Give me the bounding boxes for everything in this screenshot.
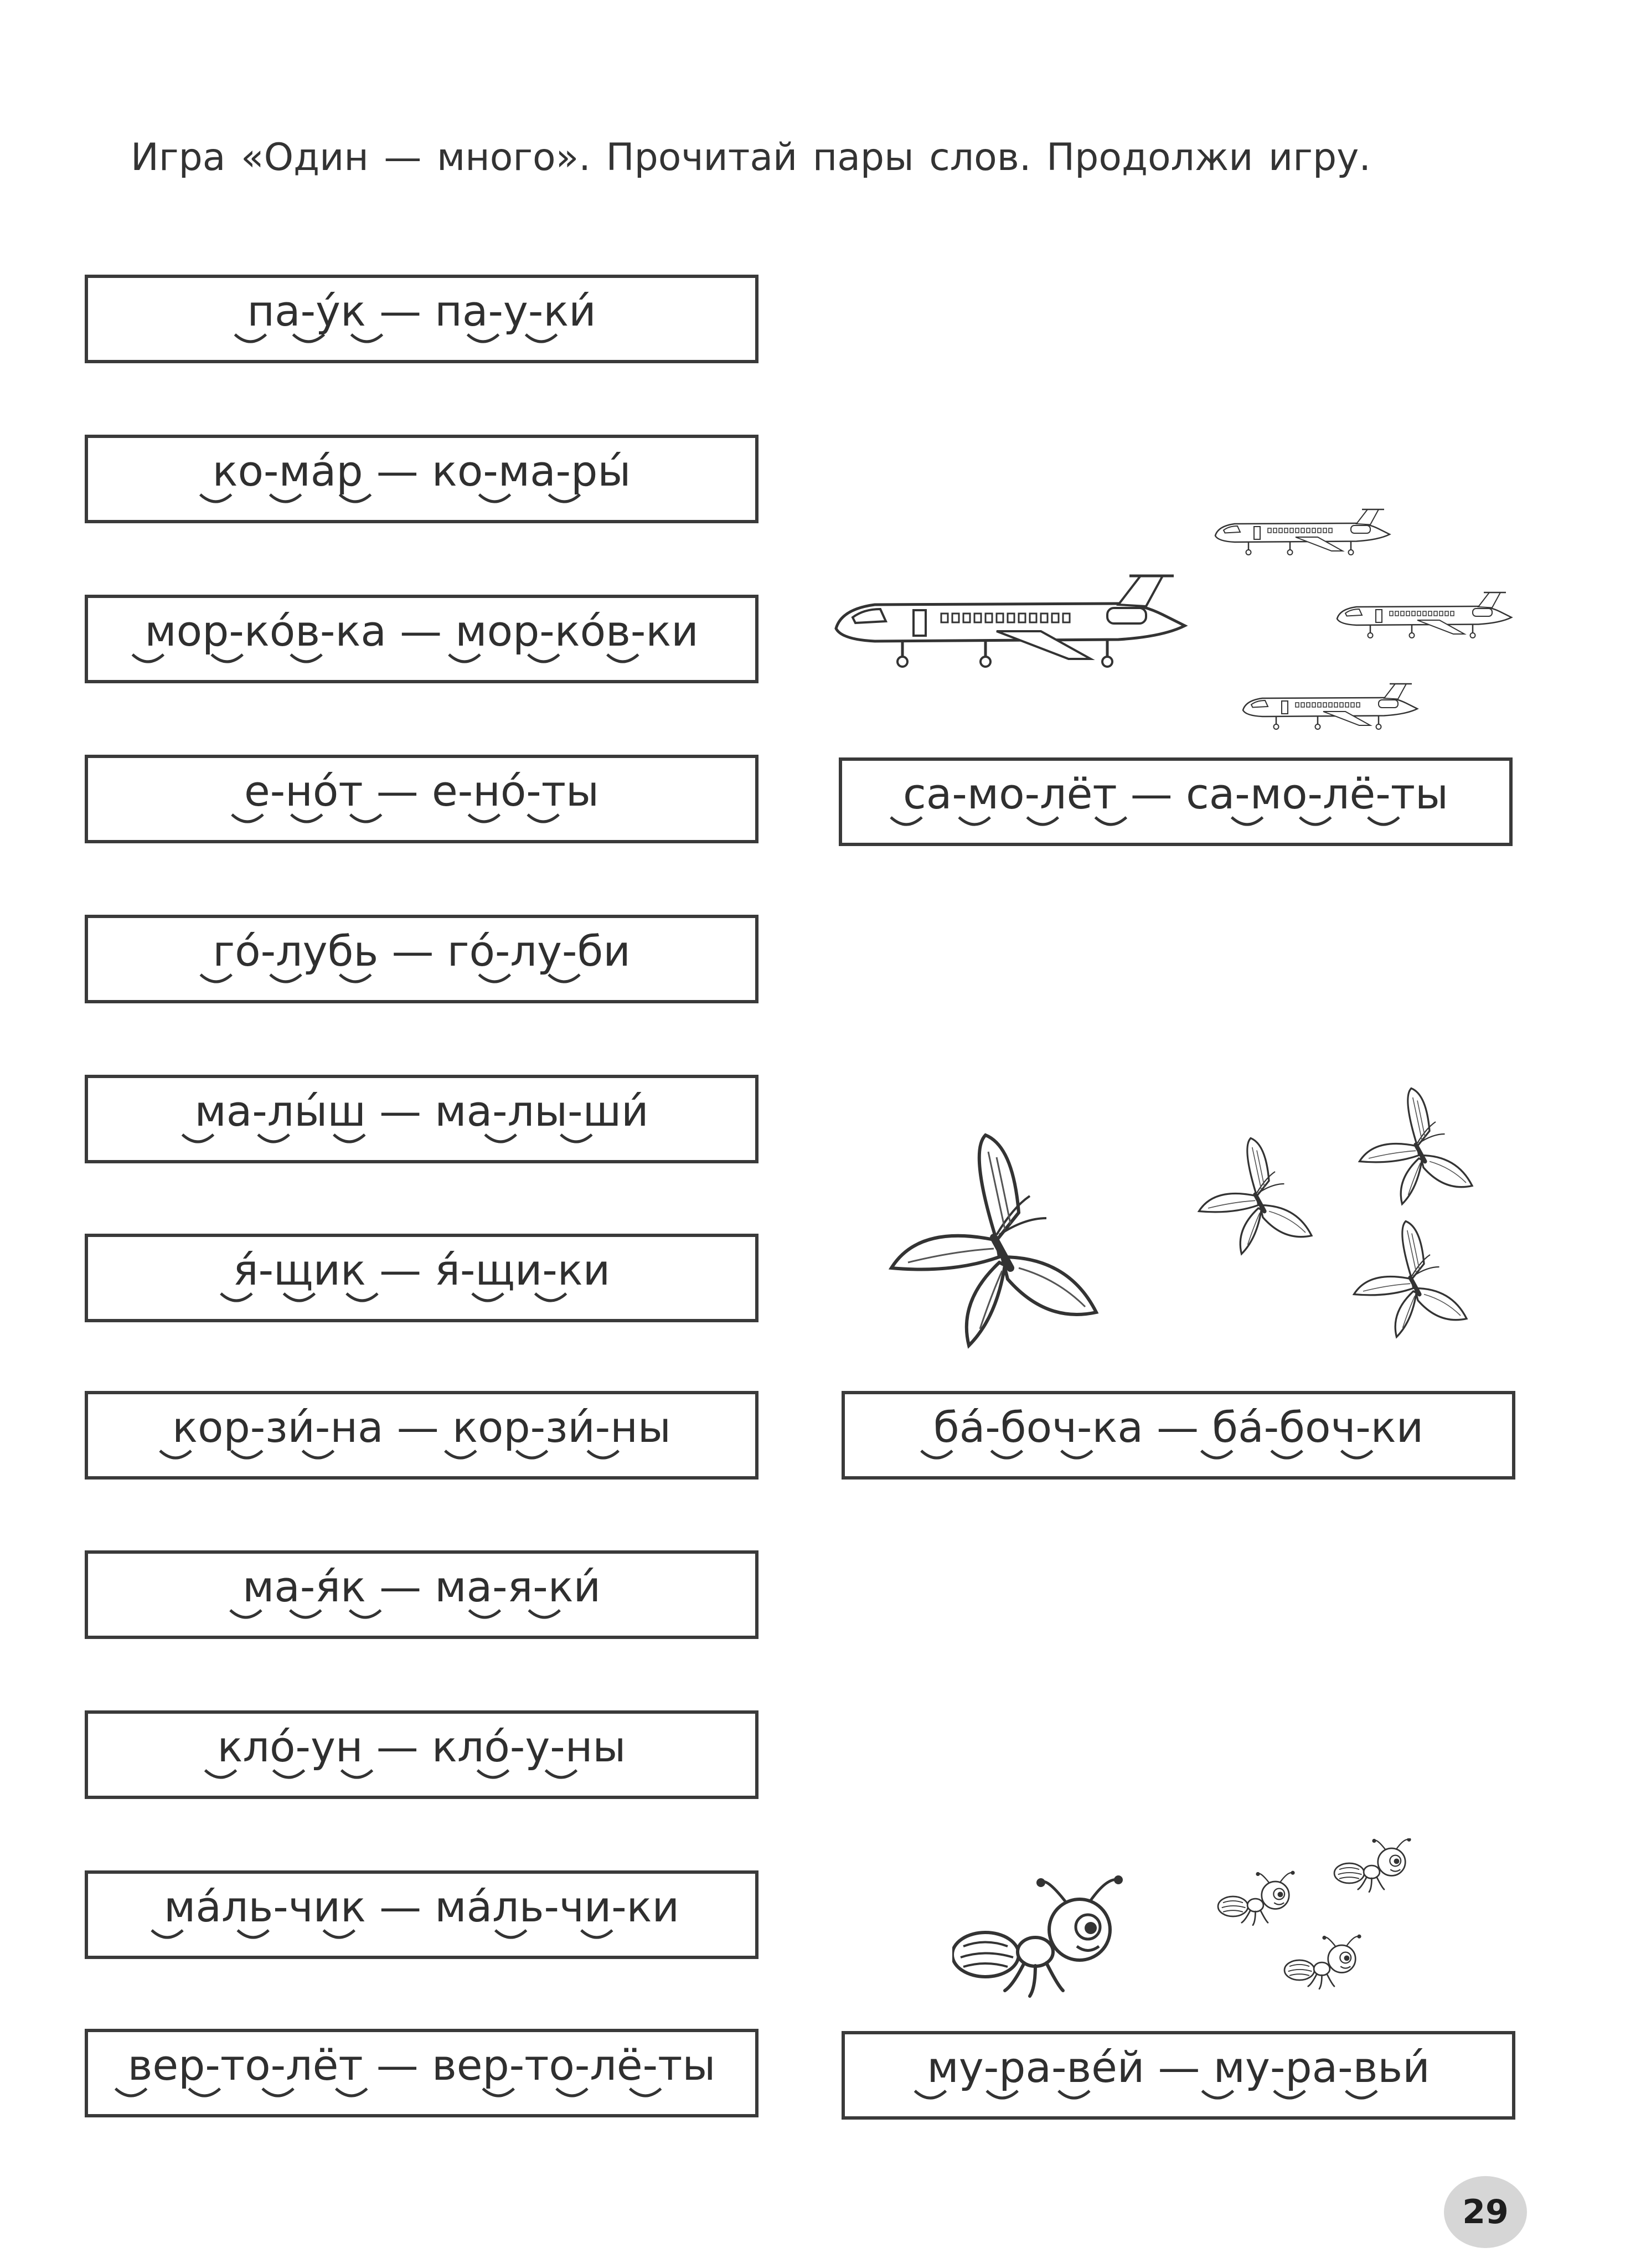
- syllable-arc: [323, 1930, 354, 1937]
- word-pair-box: [85, 1234, 758, 1322]
- word-pair-box: [85, 1710, 758, 1799]
- syllable-arc: [483, 2089, 514, 2096]
- syllable-arc: [485, 1135, 516, 1142]
- syllable-arc: [921, 1451, 952, 1458]
- syllable-arc: [270, 975, 301, 982]
- syllable-arc: [334, 1135, 365, 1142]
- word-pair-box-ant: [842, 2031, 1515, 2120]
- word-pair-box: [85, 595, 758, 683]
- syllable-arc: [1232, 817, 1263, 824]
- word-pair-box: [85, 435, 758, 523]
- word-pair-box: [85, 1870, 758, 1959]
- word-pair-text: мор-ко́в-ка — мор-ко́в-ки: [145, 606, 699, 656]
- syllable-arc: [445, 1451, 476, 1458]
- syllable-arc: [132, 654, 163, 662]
- syllable-arc: [1202, 2091, 1233, 2098]
- syllable-arc: [340, 494, 371, 502]
- word-pair-text: са-мо-лёт — са-мо-лё-ты: [902, 769, 1449, 818]
- syllable-arc: [472, 1293, 503, 1301]
- syllable-arc: [1368, 817, 1399, 824]
- syllable-arc: [270, 494, 301, 502]
- syllable-arc: [189, 2089, 220, 2096]
- word-pair-text: я́-щик — я́-щи-ки: [233, 1245, 611, 1295]
- syllable-arc: [1274, 2091, 1305, 2098]
- syllable-arc: [528, 815, 559, 822]
- syllable-arc: [1271, 1451, 1302, 1458]
- syllable-arc: [959, 817, 990, 824]
- syllable-arcs: [842, 813, 1509, 835]
- syllable-arc: [1346, 2091, 1377, 2098]
- word-pair-text: ма́ль-чик — ма́ль-чи-ки: [164, 1882, 679, 1931]
- word-pair-text: ма-лы́ш — ма-лы-ши́: [194, 1086, 649, 1136]
- task-instruction: Игра «Один — много». Прочитай пары слов. Продолжи игру.: [131, 136, 1371, 179]
- word-pair-text: го́-лубь — го́-лу-би: [213, 926, 631, 976]
- syllable-arc: [561, 1135, 592, 1142]
- syllable-arc: [342, 1770, 373, 1777]
- word-pair-box: [85, 1075, 758, 1163]
- syllable-arc: [235, 334, 266, 342]
- word-pair-box: [85, 1550, 758, 1639]
- syllable-arc: [258, 1135, 289, 1142]
- syllable-arc: [200, 975, 231, 982]
- word-pair-text: вер-то-лёт — вер-то-лё-ты: [127, 2040, 716, 2090]
- word-pair-box: [85, 915, 758, 1003]
- syllable-arc: [587, 1451, 618, 1458]
- ants-illustration: [952, 1838, 1462, 2027]
- syllable-arc: [350, 1610, 381, 1617]
- syllable-arc: [468, 815, 499, 822]
- airplanes-illustration: [830, 498, 1528, 753]
- syllable-arcs: [88, 1446, 755, 1468]
- word-pair-box-butterfly: [842, 1391, 1515, 1480]
- syllable-arc: [556, 2089, 587, 2096]
- syllable-arc: [351, 334, 382, 342]
- syllable-arcs: [845, 2086, 1512, 2109]
- word-pair-text: кор-зи́-на — кор-зи́-ны: [172, 1403, 671, 1452]
- syllable-arc: [545, 1770, 576, 1777]
- syllable-arc: [581, 1930, 612, 1937]
- syllable-arcs: [845, 1446, 1512, 1468]
- syllable-arc: [468, 334, 499, 342]
- syllable-arc: [231, 1451, 262, 1458]
- syllable-arc: [291, 815, 322, 822]
- syllable-arc: [200, 494, 231, 502]
- syllable-arc: [526, 334, 557, 342]
- syllable-arc: [535, 1293, 566, 1301]
- syllable-arc: [496, 1930, 527, 1937]
- syllable-arcs: [88, 490, 755, 512]
- syllable-arc: [1201, 1451, 1232, 1458]
- syllable-arc: [274, 1770, 305, 1777]
- syllable-arc: [477, 1770, 508, 1777]
- syllable-arc: [230, 1610, 261, 1617]
- syllable-arc: [340, 975, 371, 982]
- syllable-arc: [529, 1610, 560, 1617]
- syllable-arc: [302, 1451, 333, 1458]
- syllable-arcs: [88, 2084, 755, 2106]
- syllable-arc: [116, 2089, 147, 2096]
- word-pair-text: ко-ма́р — ко-ма-ры́: [212, 446, 631, 496]
- syllable-arc: [891, 817, 922, 824]
- syllable-arc: [1061, 1451, 1092, 1458]
- syllable-arc: [205, 1770, 236, 1777]
- syllable-arcs: [88, 1289, 755, 1311]
- word-pair-box: [85, 275, 758, 363]
- word-pair-text: па-у́к — па-у-ки́: [247, 286, 596, 336]
- syllable-arc: [991, 1451, 1022, 1458]
- syllable-arc: [262, 2089, 293, 2096]
- syllable-arcs: [88, 1926, 755, 1948]
- syllable-arcs: [88, 970, 755, 992]
- syllable-arc: [293, 334, 324, 342]
- syllable-arcs: [88, 1130, 755, 1152]
- syllable-arc: [549, 975, 580, 982]
- word-pair-box: [85, 1391, 758, 1480]
- word-pair-text: е-но́т — е-но́-ты: [244, 766, 600, 816]
- syllable-arc: [517, 1451, 548, 1458]
- word-pair-box-airplane: [839, 757, 1513, 846]
- syllable-arc: [479, 975, 510, 982]
- syllable-arc: [182, 1135, 213, 1142]
- word-pair-box: [85, 2029, 758, 2117]
- syllable-arc: [915, 2091, 946, 2098]
- word-pair-text: му-ра-ве́й — му-ра-вьи́: [927, 2043, 1430, 2092]
- syllable-arc: [630, 2089, 661, 2096]
- syllable-arc: [1027, 817, 1058, 824]
- butterflies-illustration: [886, 1085, 1506, 1384]
- syllable-arc: [449, 654, 480, 662]
- syllable-arc: [152, 1930, 183, 1937]
- word-pair-box: [85, 755, 758, 843]
- syllable-arcs: [88, 650, 755, 672]
- word-pair-text: ба́-боч-ка — ба́-боч-ки: [933, 1403, 1424, 1452]
- syllable-arc: [336, 2089, 367, 2096]
- syllable-arcs: [88, 810, 755, 832]
- syllable-arc: [211, 654, 242, 662]
- word-pair-text: кло́-ун — кло́-у-ны: [217, 1722, 626, 1771]
- syllable-arc: [549, 494, 580, 502]
- syllable-arc: [221, 1293, 252, 1301]
- syllable-arc: [291, 654, 322, 662]
- syllable-arc: [528, 654, 559, 662]
- syllable-arcs: [88, 1606, 755, 1628]
- syllable-arc: [290, 1610, 321, 1617]
- syllable-arcs: [88, 1766, 755, 1788]
- syllable-arc: [1095, 817, 1126, 824]
- syllable-arc: [1341, 1451, 1372, 1458]
- syllable-arc: [347, 1293, 378, 1301]
- syllable-arcs: [88, 330, 755, 352]
- syllable-arc: [1059, 2091, 1090, 2098]
- syllable-arc: [238, 1930, 269, 1937]
- syllable-arc: [232, 815, 263, 822]
- syllable-arc: [469, 1610, 500, 1617]
- page-number: 29: [1444, 2176, 1527, 2248]
- syllable-arc: [283, 1293, 314, 1301]
- syllable-arc: [160, 1451, 191, 1458]
- syllable-arc: [1300, 817, 1331, 824]
- word-pair-text: ма-я́к — ма-я-ки́: [242, 1562, 601, 1611]
- syllable-arc: [479, 494, 510, 502]
- syllable-arc: [607, 654, 638, 662]
- syllable-arc: [987, 2091, 1018, 2098]
- syllable-arc: [350, 815, 381, 822]
